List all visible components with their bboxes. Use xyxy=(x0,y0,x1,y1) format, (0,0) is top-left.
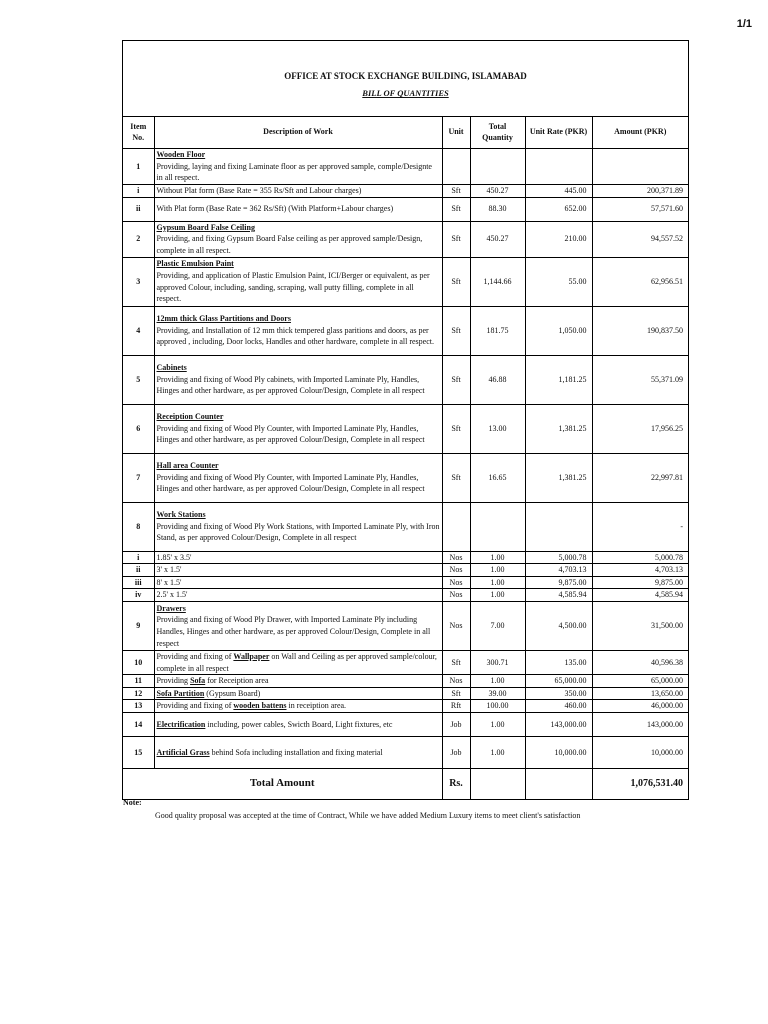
description-text: including, power cables, Swicth Board, Light fixtures, etc xyxy=(205,719,393,729)
item-number: 1 xyxy=(123,149,154,185)
item-unit: Nos xyxy=(442,601,470,650)
item-number: iii xyxy=(123,576,154,589)
item-unit-rate: 135.00 xyxy=(525,650,592,674)
table-row xyxy=(123,404,688,453)
total-row xyxy=(123,768,688,799)
item-number: 11 xyxy=(123,675,154,688)
table-row xyxy=(123,257,688,306)
item-unit xyxy=(442,149,470,185)
item-unit: Sft xyxy=(442,257,470,306)
item-number: 14 xyxy=(123,712,154,736)
item-number: 8 xyxy=(123,502,154,551)
item-unit xyxy=(442,502,470,551)
item-description xyxy=(154,551,442,564)
description-text: for Receiption area xyxy=(205,676,269,686)
table-row xyxy=(123,576,688,589)
item-quantity: 450.27 xyxy=(470,221,525,257)
item-quantity: 1.00 xyxy=(470,736,525,768)
item-description xyxy=(154,650,442,674)
total-empty-qty xyxy=(470,768,525,799)
item-unit: Sft xyxy=(442,650,470,674)
item-number: iv xyxy=(123,589,154,602)
item-quantity: 1.00 xyxy=(470,675,525,688)
description-heading: Cabinets xyxy=(156,363,187,373)
item-unit-rate: 1,381.25 xyxy=(525,404,592,453)
item-unit-rate: 4,500.00 xyxy=(525,601,592,650)
item-unit: Rft xyxy=(442,700,470,713)
item-quantity: 7.00 xyxy=(470,601,525,650)
item-unit-rate: 65,000.00 xyxy=(525,675,592,688)
item-unit-rate: 210.00 xyxy=(525,221,592,257)
item-unit-rate: 652.00 xyxy=(525,197,592,221)
description-text: Providing, and fixing Gypsum Board False ceiling as per approved sample/Design, complete in all respect. xyxy=(156,234,423,255)
total-empty-rate xyxy=(525,768,592,799)
item-unit-rate: 143,000.00 xyxy=(525,712,592,736)
item-amount: 4,585.94 xyxy=(592,589,688,602)
item-number: 15 xyxy=(123,736,154,768)
item-amount: 143,000.00 xyxy=(592,712,688,736)
table-row xyxy=(123,185,688,198)
description-text: Providing and fixing of Wood Ply Work Stations, with Imported Laminate Ply, with Iron Stand, as per approved Colour/Design, Complete in all respect xyxy=(156,521,440,543)
item-unit: Nos xyxy=(442,564,470,577)
table-row xyxy=(123,221,688,257)
item-amount: 17,956.25 xyxy=(592,404,688,453)
item-unit: Sft xyxy=(442,306,470,355)
table-header-row xyxy=(123,117,688,149)
description-text: Providing, and application of Plastic Emulsion Paint, ICI/Berger or equivalent, as per approved Colour, including, sanding, scraping, wall putty filling, complete in all respect. xyxy=(156,271,430,304)
item-number: 2 xyxy=(123,221,154,257)
item-description xyxy=(154,197,442,221)
item-quantity: 39.00 xyxy=(470,687,525,700)
document-title: OFFICE AT STOCK EXCHANGE BUILDING, ISLAMABAD xyxy=(284,71,527,81)
description-heading: Gypsum Board False Ceiling xyxy=(156,222,255,232)
table-row xyxy=(123,564,688,577)
item-unit: Sft xyxy=(442,221,470,257)
item-amount: 4,703.13 xyxy=(592,564,688,577)
table-row xyxy=(123,502,688,551)
item-amount: 55,371.09 xyxy=(592,355,688,404)
item-number: 3 xyxy=(123,257,154,306)
description-keyword: Wallpaper xyxy=(233,651,270,661)
item-number: 5 xyxy=(123,355,154,404)
description-heading: Drawers xyxy=(156,603,186,613)
item-unit-rate: 1,181.25 xyxy=(525,355,592,404)
description-text: Providing and fixing of Wood Ply Counter, with Imported Laminate Ply, Handles, Hinges and other hardware, as per approved Colour/Design, Complete in all respect xyxy=(156,472,425,494)
description-heading: Wooden Floor xyxy=(156,150,206,160)
description-text: With Plat form (Base Rate = 362 Rs/Sft) (With Platform+Labour charges) xyxy=(156,204,394,214)
item-number: ii xyxy=(123,564,154,577)
table-row xyxy=(123,650,688,674)
item-description xyxy=(154,306,442,355)
col-header-item: Item No. xyxy=(123,117,154,149)
item-description xyxy=(154,149,442,185)
description-heading: Receiption Counter xyxy=(156,412,224,422)
table-row xyxy=(123,453,688,502)
item-unit: Sft xyxy=(442,404,470,453)
item-description xyxy=(154,736,442,768)
item-unit: Sft xyxy=(442,355,470,404)
description-text: Providing, and Installation of 12 mm thick tempered glass paritions and doors, as per approved , including, Door locks, Handles and other hardware, complete in all respect. xyxy=(156,325,434,347)
item-description xyxy=(154,700,442,713)
col-header-rate: Unit Rate (PKR) xyxy=(525,117,592,149)
item-quantity: 181.75 xyxy=(470,306,525,355)
item-description xyxy=(154,355,442,404)
item-amount: 40,596.38 xyxy=(592,650,688,674)
description-heading: Plastic Emulsion Paint xyxy=(156,259,234,269)
table-row xyxy=(123,551,688,564)
total-amount: 1,076,531.40 xyxy=(592,768,688,799)
item-amount: 62,956.51 xyxy=(592,257,688,306)
description-text: Providing, laying and fixing Laminate floor as per approved sample, comple/Designte in all respect. xyxy=(156,161,432,183)
item-quantity: 46.88 xyxy=(470,355,525,404)
item-unit-rate: 4,703.13 xyxy=(525,564,592,577)
document-subtitle: BILL OF QUANTITIES xyxy=(362,88,449,98)
item-amount: 9,875.00 xyxy=(592,576,688,589)
note-text: Good quality proposal was accepted at the time of Contract, While we have added Medium Luxury items to meet client's satisfaction xyxy=(155,811,581,820)
item-unit-rate: 10,000.00 xyxy=(525,736,592,768)
table-row xyxy=(123,149,688,185)
item-description xyxy=(154,404,442,453)
item-quantity: 13.00 xyxy=(470,404,525,453)
description-text: Without Plat form (Base Rate = 355 Rs/Sft and Labour charges) xyxy=(156,186,362,195)
description-text: Providing and fixing of xyxy=(156,651,234,661)
item-quantity: 300.71 xyxy=(470,650,525,674)
description-text: on Wall and Ceiling as per approved sample/colour, complete in all respect xyxy=(156,651,437,673)
item-unit-rate: 9,875.00 xyxy=(525,576,592,589)
item-amount: 200,371.89 xyxy=(592,185,688,198)
item-description xyxy=(154,257,442,306)
description-text: 8' x 1.5' xyxy=(156,577,182,587)
item-quantity: 88.30 xyxy=(470,197,525,221)
item-unit: Nos xyxy=(442,675,470,688)
item-number: 10 xyxy=(123,650,154,674)
boq-table xyxy=(123,117,688,800)
description-text: Providing and fixing of xyxy=(156,701,234,711)
description-text: Providing and fixing of Wood Ply Counter, with Imported Laminate Ply, Handles, Hinges and other hardware, as per approved Colour/Design, Complete in all respect xyxy=(156,423,425,445)
description-heading: 12mm thick Glass Partitions and Doors xyxy=(156,314,291,324)
col-header-quantity: Total Quantity xyxy=(470,117,525,149)
table-row xyxy=(123,589,688,602)
description-keyword: Sofa Partition xyxy=(156,688,205,698)
col-header-unit: Unit xyxy=(442,117,470,149)
description-heading: Work Stations xyxy=(156,510,206,520)
item-description xyxy=(154,589,442,602)
item-unit: Nos xyxy=(442,551,470,564)
item-unit: Sft xyxy=(442,197,470,221)
item-amount: 57,571.60 xyxy=(592,197,688,221)
description-keyword: wooden battens xyxy=(233,701,287,711)
table-row xyxy=(123,700,688,713)
description-text: 1.85' x 3.5' xyxy=(156,552,192,562)
description-text: behind Sofa including installation and fixing material xyxy=(209,747,383,757)
item-unit-rate: 1,050.00 xyxy=(525,306,592,355)
item-unit: Nos xyxy=(442,576,470,589)
item-amount: 5,000.78 xyxy=(592,551,688,564)
item-amount: 65,000.00 xyxy=(592,675,688,688)
item-description xyxy=(154,576,442,589)
item-number: 12 xyxy=(123,687,154,700)
col-header-description: Description of Work xyxy=(154,117,442,149)
item-amount: 10,000.00 xyxy=(592,736,688,768)
description-text: Providing and fixing of Wood Ply Drawer, with Imported Laminate Ply including Handles, Hinges and other hardware, as per approved Colour/Design, Complete in all respect xyxy=(156,615,431,648)
item-amount: 190,837.50 xyxy=(592,306,688,355)
item-description xyxy=(154,687,442,700)
description-keyword: Sofa xyxy=(190,676,206,686)
item-number: i xyxy=(123,551,154,564)
item-unit-rate: 460.00 xyxy=(525,700,592,713)
item-quantity: 1,144.66 xyxy=(470,257,525,306)
item-unit-rate: 350.00 xyxy=(525,687,592,700)
item-number: 9 xyxy=(123,601,154,650)
document-header xyxy=(123,41,688,117)
table-row xyxy=(123,675,688,688)
description-text: Providing xyxy=(156,676,191,686)
table-row xyxy=(123,355,688,404)
item-unit-rate: 5,000.78 xyxy=(525,551,592,564)
page-number: 1/1 xyxy=(736,18,752,30)
item-unit-rate xyxy=(525,502,592,551)
item-quantity xyxy=(470,149,525,185)
note-label: Note: xyxy=(123,798,142,807)
item-quantity: 1.00 xyxy=(470,589,525,602)
description-text: Providing and fixing of Wood Ply cabinets, with Imported Laminate Ply, Handles, Hinges and other hardware, as per approved Colour/Design, Complete in all respect xyxy=(156,374,425,396)
item-description xyxy=(154,601,442,650)
item-quantity xyxy=(470,502,525,551)
item-amount: 94,557.52 xyxy=(592,221,688,257)
item-number: 6 xyxy=(123,404,154,453)
item-quantity: 1.00 xyxy=(470,564,525,577)
item-amount: 31,500.00 xyxy=(592,601,688,650)
item-quantity: 16.65 xyxy=(470,453,525,502)
total-currency: Rs. xyxy=(442,768,470,799)
item-amount: 46,000.00 xyxy=(592,700,688,713)
description-text: in receiption area. xyxy=(286,701,347,711)
item-description xyxy=(154,502,442,551)
item-description xyxy=(154,221,442,257)
item-unit-rate xyxy=(525,149,592,185)
item-unit: Sft xyxy=(442,185,470,198)
description-text: 3' x 1.5' xyxy=(156,565,182,575)
item-quantity: 1.00 xyxy=(470,551,525,564)
description-text: (Gypsum Board) xyxy=(204,688,261,698)
item-description xyxy=(154,185,442,198)
item-quantity: 450.27 xyxy=(470,185,525,198)
item-unit: Job xyxy=(442,712,470,736)
description-text: 2.5' x 1.5' xyxy=(156,590,188,600)
table-row xyxy=(123,712,688,736)
table-row xyxy=(123,601,688,650)
item-quantity: 1.00 xyxy=(470,712,525,736)
col-header-amount: Amount (PKR) xyxy=(592,117,688,149)
item-unit: Nos xyxy=(442,589,470,602)
bill-of-quantities-sheet xyxy=(122,40,689,800)
item-number: 7 xyxy=(123,453,154,502)
description-keyword: Electrification xyxy=(156,719,206,729)
table-row xyxy=(123,687,688,700)
item-unit: Sft xyxy=(442,453,470,502)
item-number: ii xyxy=(123,197,154,221)
item-amount: 22,997.81 xyxy=(592,453,688,502)
total-label: Total Amount xyxy=(123,768,442,799)
table-row xyxy=(123,736,688,768)
item-description xyxy=(154,712,442,736)
item-number: 13 xyxy=(123,700,154,713)
description-keyword: Artificial Grass xyxy=(156,747,210,757)
item-unit-rate: 445.00 xyxy=(525,185,592,198)
item-amount: - xyxy=(592,502,688,551)
item-amount: 13,650.00 xyxy=(592,687,688,700)
item-description xyxy=(154,453,442,502)
table-row xyxy=(123,306,688,355)
item-quantity: 100.00 xyxy=(470,700,525,713)
item-amount xyxy=(592,149,688,185)
item-unit-rate: 4,585.94 xyxy=(525,589,592,602)
item-unit: Job xyxy=(442,736,470,768)
item-number: 4 xyxy=(123,306,154,355)
table-row xyxy=(123,197,688,221)
item-quantity: 1.00 xyxy=(470,576,525,589)
item-unit-rate: 55.00 xyxy=(525,257,592,306)
item-description xyxy=(154,564,442,577)
item-number: i xyxy=(123,185,154,198)
description-heading: Hall area Counter xyxy=(156,461,219,471)
item-unit-rate: 1,381.25 xyxy=(525,453,592,502)
item-unit: Sft xyxy=(442,687,470,700)
item-description xyxy=(154,675,442,688)
